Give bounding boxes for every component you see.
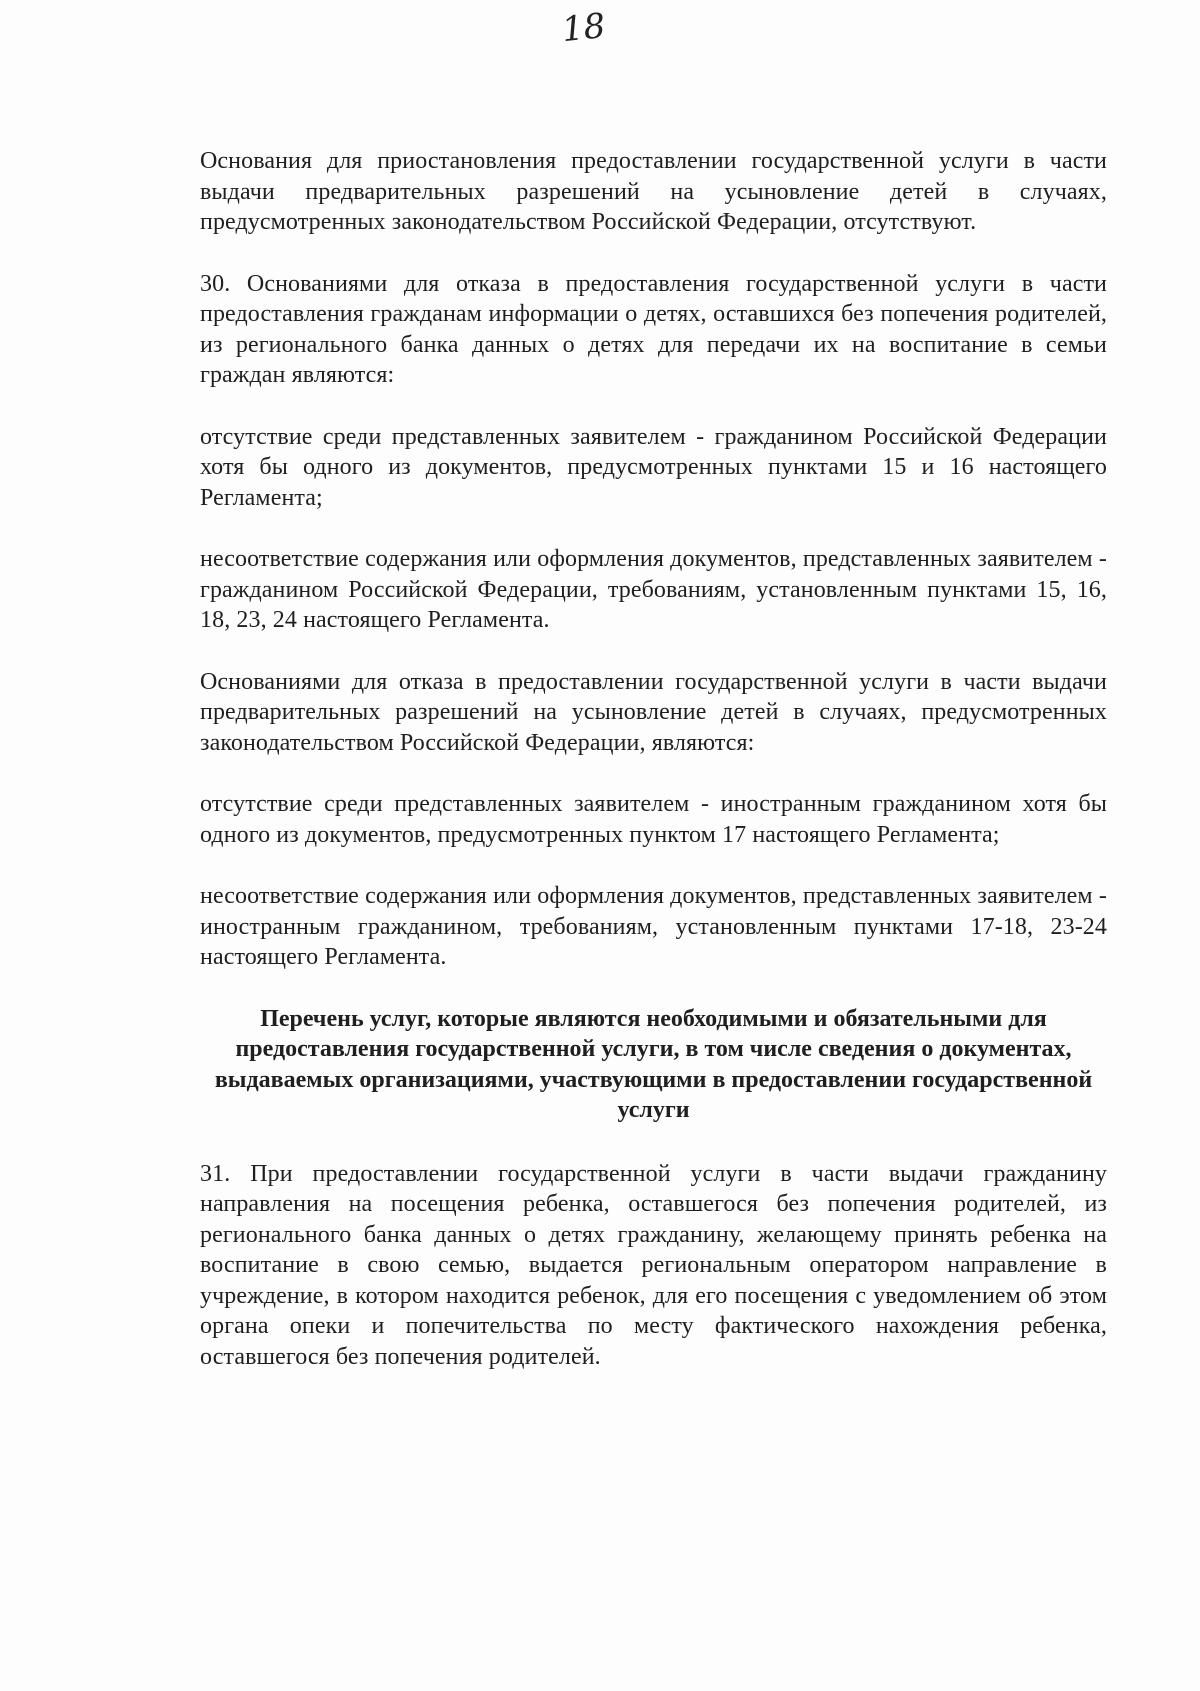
paragraph-nonconformity-foreigner: несоответствие содержания или оформления документов, представленных заявителем - иностранным гражданином, требованиям, установленным пунктами 17-18, 23-24 настоящего Регламента. (200, 883, 1107, 970)
paragraph-31-referral: 31. При предоставлении государственной услуги в части выдачи гражданину направления на посещения ребенка, оставшегося без попечения родителей, из регионального банка данных о детях гражданину, желающему принять ребенка на воспитание в свою семью, выдается региональным оператором направление в учреждение, в котором находится ребенок, для его посещения с уведомлением об этом органа опеки и попечительства по месту фактического нахождения ребенка, оставшегося без попечения родителей. (200, 1160, 1107, 1370)
section-heading-required-services: Перечень услуг, которые являются необходимыми и обязательными для предоставления государственной услуги, в том числе сведения о документах, выдаваемых организациями, участвующими в предоставлении государственной услуги (214, 1005, 1093, 1123)
paragraph-30-refusal-grounds: 30. Основаниями для отказа в предоставления государственной услуги в части предоставления гражданам информации о детях, оставшихся без попечения родителей, из регионального банка данных о детях для передачи их на воспитание в семьи граждан являются: (200, 270, 1107, 388)
handwritten-page-number: 18 (560, 5, 608, 51)
document-body (200, 146, 1107, 1403)
paragraph-missing-documents-foreigner: отсутствие среди представленных заявителем - иностранным гражданином хотя бы одного из документов, предусмотренных пунктом 17 настоящего Регламента; (200, 791, 1107, 848)
paragraph-suspension-grounds: Основания для приостановления предоставлении государственной услуги в части выдачи предварительных разрешений на усыновление детей в случаях, предусмотренных законодательством Российской Федерации, отсутствуют. (200, 148, 1107, 235)
paragraph-refusal-adoption-permits: Основаниями для отказа в предоставлении государственной услуги в части выдачи предварительных разрешений на усыновление детей в случаях, предусмотренных законодательством Российской Федерации, являются: (200, 668, 1107, 756)
paragraph-missing-documents-citizen: отсутствие среди представленных заявителем - гражданином Российской Федерации хотя бы одного из документов, предусмотренных пунктами 15 и 16 настоящего Регламента; (200, 423, 1107, 511)
paragraph-nonconformity-citizen: несоответствие содержания или оформления документов, представленных заявителем - гражданином Российской Федерации, требованиям, установленным пунктами 15, 16, 18, 23, 24 настоящего Регламента. (200, 546, 1107, 633)
